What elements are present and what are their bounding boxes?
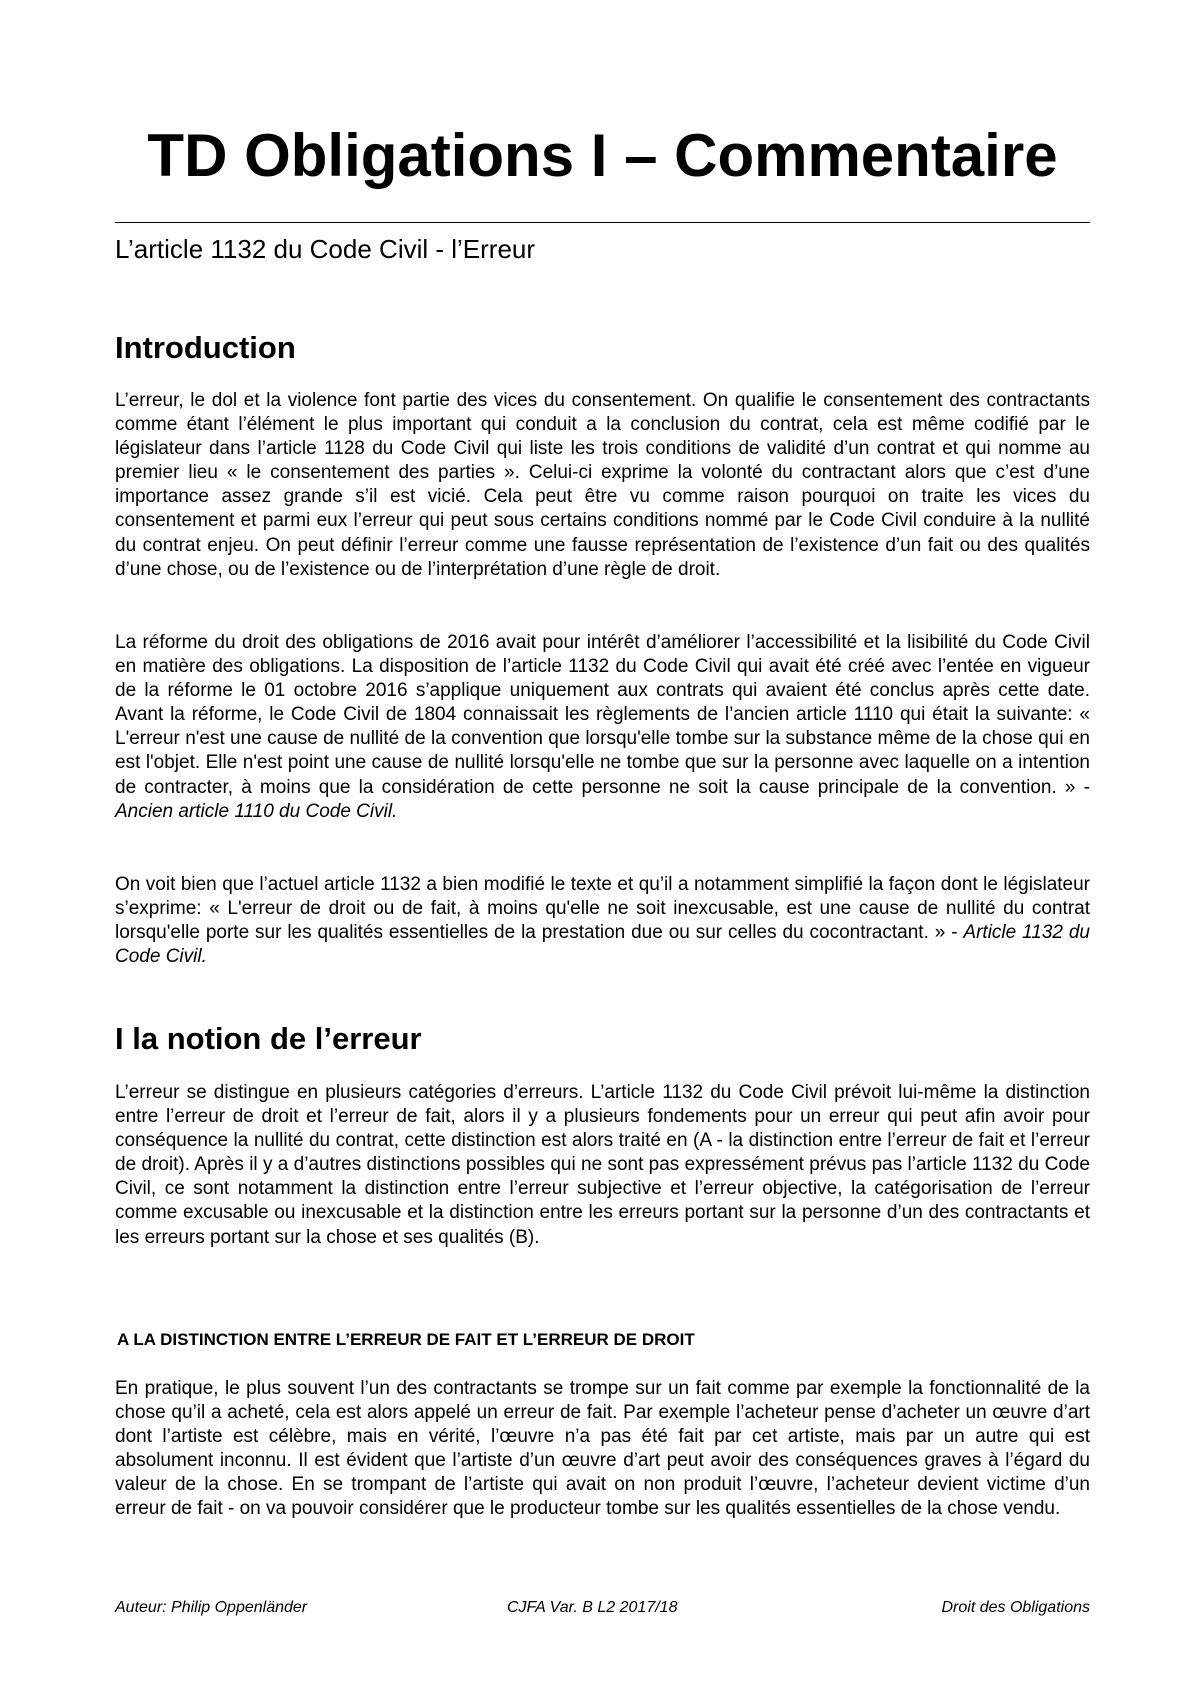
footer-subject: Droit des Obligations bbox=[941, 1599, 1090, 1616]
section-1-heading: I la notion de l’erreur bbox=[115, 1021, 422, 1056]
paragraph-text: La réforme du droit des obligations de 2016 avait pour intérêt d’améliorer l’accessibilité et la lisibilité du Code Civil en matière des obligations. La disposition de l’article 1132 du Code Civil qui avait été créé avec l’entée en vigueur de la réforme le 01 octobre 2016 s’applique uniquement aux contrats qui avaient été conclus après cette date. Avant la réforme, le Code Civil de 1804 connaissait les règlements de l’ancien article 1110 qui était la suivante: « L'erreur n'est une cause de nullité de la convention que lorsqu'elle tombe sur la substance même de la chose qui en est l'objet. Elle n'est point une cause de nullité lorsqu'elle ne tombe que sur la personne avec laquelle on a intention de contracter, à moins que la considération de cette personne ne soit la cause principale de la convention. » - bbox=[115, 632, 1090, 798]
document-subtitle: L’article 1132 du Code Civil - l’Erreur bbox=[115, 234, 536, 264]
citation-source: Ancien article 1110 du Code Civil. bbox=[115, 800, 398, 822]
footer-course: CJFA Var. B L2 2017/18 bbox=[507, 1599, 678, 1616]
footer-author: Auteur: Philip Oppenländer bbox=[115, 1599, 308, 1616]
introduction-paragraph-2 bbox=[115, 631, 1090, 824]
subsection-a-heading: A LA DISTINCTION ENTRE L’ERREUR DE FAIT ET L’ERREUR DE DROIT bbox=[117, 1330, 695, 1349]
introduction-heading: Introduction bbox=[115, 330, 296, 365]
document-title: TD Obligations I – Commentaire bbox=[147, 122, 1058, 189]
section-1-paragraph: L’erreur se distingue en plusieurs catégories d’erreurs. L’article 1132 du Code Civil prévoit lui-même la distinction entre l’erreur de droit et l’erreur de fait, alors il y a plusieurs fondements pour un erreur qui peut afin avoir pour conséquence la nullité du contrat, cette distinction est alors traité en (A - la distinction entre l’erreur de fait et l’erreur de droit). Après il y a d’autres distinctions possibles qui ne sont pas expressément prévus pas l’article 1132 du Code Civil, ce sont notamment la distinction entre l’erreur subjective et l’erreur objective, la catégorisation de l’erreur comme excusable ou inexcusable et la distinction entre les erreurs portant sur la personne d’un des contractants et les erreurs portant sur la chose et ses qualités (B). bbox=[115, 1082, 1090, 1248]
introduction-paragraph-3 bbox=[115, 873, 1090, 969]
citation-source: Article 1132 du Code Civil. bbox=[115, 922, 1090, 968]
subsection-a-paragraph: En pratique, le plus souvent l’un des contractants se trompe sur un fait comme par exemple la fonctionnalité de la chose qu’il a acheté, cela est alors appelé un erreur de fait. Par exemple l’acheteur pense d’acheter un œuvre d’art dont l’artiste est célèbre, mais en vérité, l’œuvre n’a pas été fait par cet artiste, mais par un autre qui est absolument inconnu. Il est évident que l’artiste d’un œuvre d’art peut avoir des conséquences graves à l’égard du valeur de la chose. En se trompant de l’artiste qui avait on non produit l’œuvre, l’acheteur devient victime d’un erreur de fait - on va pouvoir considérer que le producteur tombe sur les qualités essentielles de la chose vendu. bbox=[115, 1378, 1090, 1520]
paragraph-text: On voit bien que l’actuel article 1132 a bien modifié le texte et qu’il a notamment simplifié la façon dont le législateur s’exprime: « L'erreur de droit ou de fait, à moins qu'elle ne soit inexcusable, est une cause de nullité du contrat lorsqu'elle porte sur les qualités essentielles de la prestation due ou sur celles du cocontractant. » - bbox=[115, 874, 1090, 944]
introduction-paragraph-1: L’erreur, le dol et la violence font partie des vices du consentement. On qualifie le consentement des contractants comme étant l’élément le plus important qui conduit a la conclusion du contrat, cela est même codifié par le législateur dans l’article 1128 du Code Civil qui liste les trois conditions de validité d’un contrat et qui nomme au premier lieu « le consentement des parties ». Celui-ci exprime la volonté du contractant alors que c’est d’une importance assez grande s’il est vicié. Cela peut être vu comme raison pourquoi on traite les vices du consentement et parmi eux l’erreur qui peut sous certains conditions nommé par le Code Civil conduire à la nullité du contrat enjeu. On peut définir l’erreur comme une fausse représentation de l’existence d’un fait ou des qualités d’une chose, ou de l’existence ou de l’interprétation d’une règle de droit. bbox=[115, 390, 1090, 580]
title-divider bbox=[115, 222, 1090, 223]
